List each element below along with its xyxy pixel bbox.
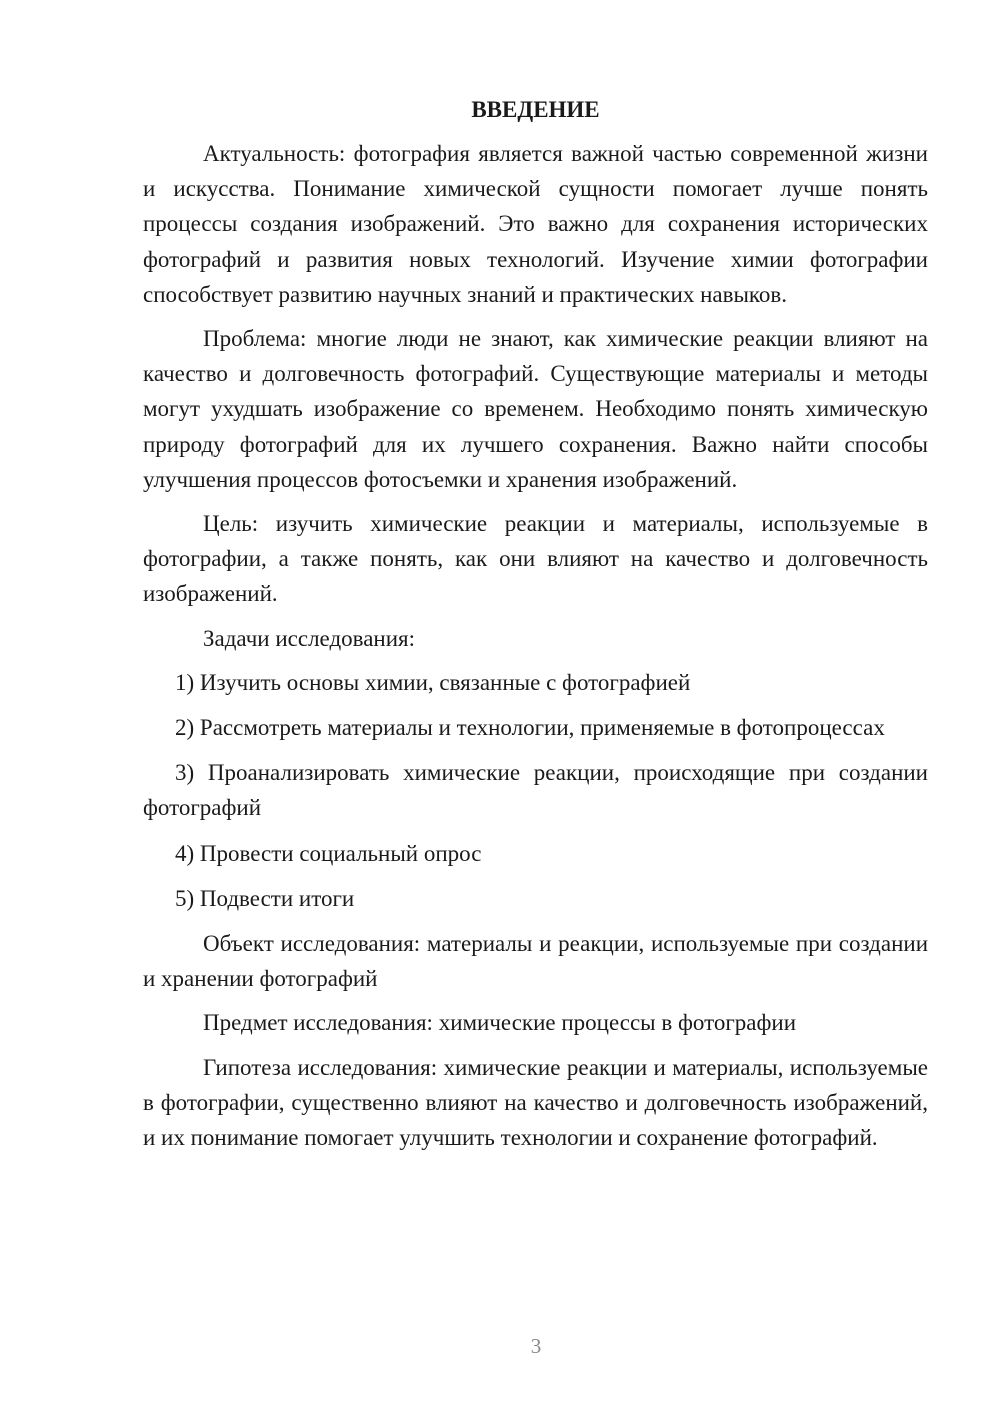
document-body	[143, 92, 928, 1164]
task-item-1: 1) Изучить основы химии, связанные с фотографией	[175, 669, 691, 695]
goal-paragraph: Цель: изучить химические реакции и материалы, используемые в фотографии, а также понять, как они влияют на качество и долговечность изображений.	[143, 511, 928, 607]
page-number: 3	[530, 1334, 542, 1358]
hypothesis-paragraph: Гипотеза исследования: химические реакции и материалы, используемые в фотографии, существенно влияют на качество и долговечность изображений, и их понимание помогает улучшить технологии и сохранение фотографий.	[143, 1054, 928, 1151]
tasks-heading: Задачи исследования:	[203, 625, 416, 651]
task-item-2: 2) Рассмотреть материалы и технологии, применяемые в фотопроцессах	[175, 715, 885, 741]
problem-paragraph: Проблема: многие люди не знают, как химические реакции влияют на качество и долговечность фотографий. Существующие материалы и методы могут ухудшать изображение со временем. Необходимо понять химическую природу фотографий для их лучшего сохранения. Важно найти способы улучшения процессов фотосъемки и хранения изображений.	[143, 326, 928, 492]
relevance-paragraph: Актуальность: фотография является важной частью современной жизни и искусства. Понимание химической сущности помогает лучше понять процессы создания изображений. Это важно для сохранения исторических фотографий и развития новых технологий. Изучение химии фотографии способствует развитию научных знаний и практических навыков.	[143, 141, 928, 307]
task-item-5: 5) Подвести итоги	[175, 885, 355, 911]
object-paragraph: Объект исследования: материалы и реакции, используемые при создании и хранении фотографий	[143, 931, 928, 992]
section-title: ВВЕДЕНИЕ	[471, 97, 600, 122]
task-item-4: 4) Провести социальный опрос	[175, 840, 482, 866]
task-item-3: 3) Проанализировать химические реакции, происходящие при создании фотографий	[143, 760, 928, 821]
subject-paragraph: Предмет исследования: химические процессы в фотографии	[203, 1010, 797, 1036]
